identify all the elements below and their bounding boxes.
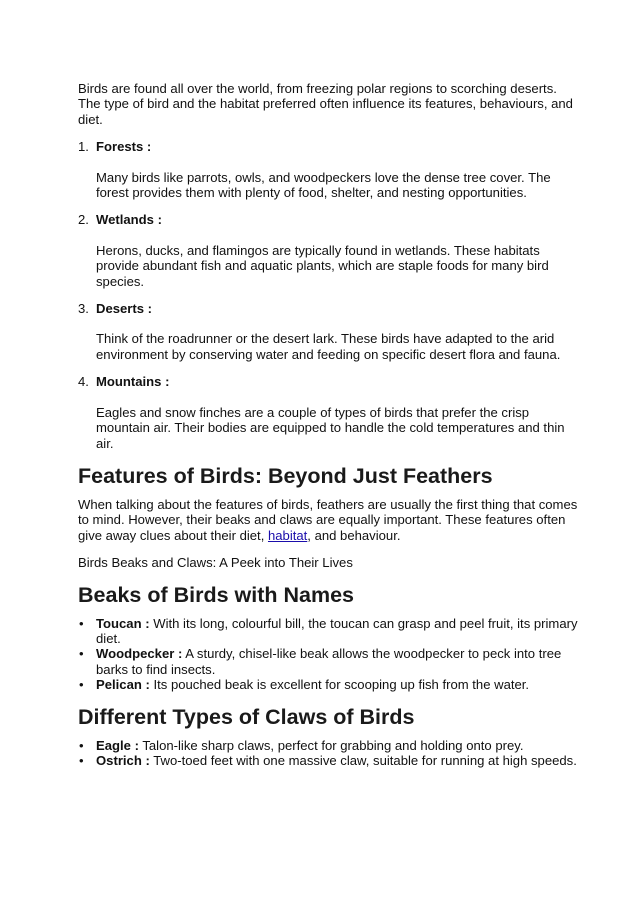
claw-label: Ostrich : <box>96 752 150 768</box>
claws-list <box>78 738 578 769</box>
beak-label: Toucan : <box>96 615 150 631</box>
habitat-description: Eagles and snow finches are a couple of types of birds that prefer the crisp mountain air. Their bodies are equipped to handle the cold temperatures and thin air. <box>96 404 565 451</box>
bullet-icon: • <box>79 752 84 768</box>
list-number: 4. <box>78 374 89 390</box>
habitat-description: Herons, ducks, and flamingos are typically found in wetlands. These habitats provide abundant fish and aquatic plants, which are staple foods for many bird species. <box>96 242 549 289</box>
bullet-icon: • <box>79 737 84 753</box>
features-text-before: When talking about the features of birds, feathers are usually the first thing that comes to mind. However, their beaks and claws are equally important. These features often give away clues about their diet, <box>78 496 578 543</box>
habitat-item-mountains <box>78 374 578 451</box>
habitat-item-wetlands <box>78 212 578 289</box>
beaks-claws-subline: Birds Beaks and Claws: A Peek into Their Lives <box>78 555 353 571</box>
claw-text: Two-toed feet with one massive claw, suitable for running at high speeds. <box>149 752 577 768</box>
claw-label: Eagle : <box>96 737 139 753</box>
claw-text: Talon-like sharp claws, perfect for grabbing and holding onto prey. <box>138 737 524 753</box>
beak-label: Woodpecker : <box>96 646 183 662</box>
beak-item-pelican <box>78 677 578 692</box>
features-paragraph <box>78 497 578 543</box>
beak-label: Pelican : <box>96 677 150 693</box>
list-number: 3. <box>78 301 89 317</box>
habitat-list <box>78 139 578 451</box>
habitat-title: Mountains : <box>96 374 170 390</box>
habitat-description: Many birds like parrots, owls, and woodpeckers love the dense tree cover. The forest provides them with plenty of food, shelter, and nesting opportunities. <box>96 169 551 201</box>
bullet-icon: • <box>79 677 84 693</box>
beak-text: Its pouched beak is excellent for scooping up fish from the water. <box>149 677 530 693</box>
beak-text: A sturdy, chisel-like beak allows the woodpecker to peck into tree barks to find insects. <box>96 646 562 677</box>
intro-paragraph: Birds are found all over the world, from freezing polar regions to scorching deserts. The type of bird and the habitat preferred often influence its features, behaviours, and diet. <box>78 81 573 127</box>
habitat-title: Forests : <box>96 139 152 155</box>
habitat-description: Think of the roadrunner or the desert lark. These birds have adapted to the arid environment by conserving water and feeding on specific desert flora and fauna. <box>96 331 561 362</box>
bullet-icon: • <box>79 646 84 662</box>
habitat-title: Wetlands : <box>96 212 162 228</box>
beaks-heading: Beaks of Birds with Names <box>78 582 355 607</box>
habitat-item-forests <box>78 139 578 200</box>
beaks-list <box>78 616 578 693</box>
features-heading: Features of Birds: Beyond Just Feathers <box>78 463 493 488</box>
features-text-after: , and behaviour. <box>307 527 401 543</box>
beak-item-woodpecker <box>78 646 578 677</box>
list-number: 1. <box>78 139 89 155</box>
beak-text: With its long, colourful bill, the toucan can grasp and peel fruit, its primary diet. <box>96 615 578 646</box>
list-number: 2. <box>78 212 89 228</box>
beak-item-toucan <box>78 616 578 647</box>
claw-item-eagle <box>78 738 578 753</box>
claw-item-ostrich <box>78 753 578 768</box>
claws-heading: Different Types of Claws of Birds <box>78 704 415 729</box>
habitat-link[interactable]: habitat <box>267 527 308 543</box>
habitat-item-deserts <box>78 301 578 362</box>
bullet-icon: • <box>79 615 84 631</box>
habitat-title: Deserts : <box>96 301 153 317</box>
